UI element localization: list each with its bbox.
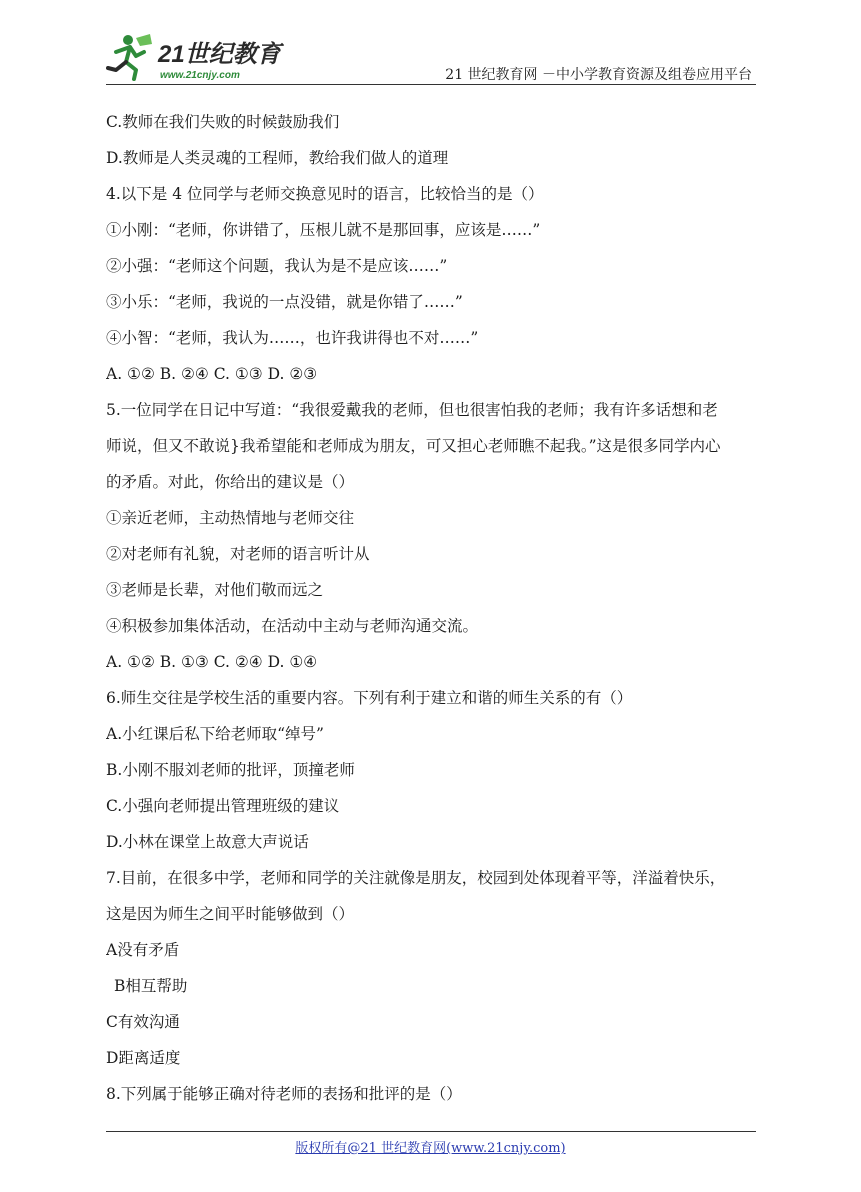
text-line: A没有矛盾 [106, 941, 180, 959]
text-line: D.小林在课堂上故意大声说话 [106, 833, 309, 851]
text-line: 师说，但又不敢说}我希望能和老师成为朋友，可又担心老师瞧不起我。”这是很多同学内心 [106, 437, 721, 455]
document-body [106, 104, 756, 1112]
answer-options: A. ①② B. ①③ C. ②④ D. ①④ [106, 653, 318, 671]
copyright-link[interactable]: 版权所有@21 世纪教育网(www.21cnjy.com) [295, 1141, 566, 1156]
text-line: ④积极参加集体活动，在活动中主动与老师沟通交流。 [106, 617, 479, 635]
text-line: ③小乐：“老师，我说的一点没错，就是你错了……” [106, 293, 463, 311]
site-logo [106, 32, 286, 82]
answer-options: A. ①② B. ②④ C. ①③ D. ②③ [106, 365, 318, 383]
header-divider [106, 84, 756, 85]
text-line: 的矛盾。对此，你给出的建议是（） [106, 473, 355, 491]
runner-icon [108, 34, 152, 79]
text-line: ②对老师有礼貌，对老师的语言听计从 [106, 545, 370, 563]
question-4-stem: 4.以下是 4 位同学与老师交换意见时的语言，比较恰当的是（） [106, 185, 544, 203]
question-7-stem: 7.目前，在很多中学，老师和同学的关注就像是朋友，校园到处体现着平等，洋溢着快乐， [106, 869, 726, 887]
text-line: A.小红课后私下给老师取“绰号” [106, 725, 324, 743]
question-5-stem: 5.一位同学在日记中写道：“我很爱戴我的老师，但也很害怕我的老师；我有许多话想和老 [106, 401, 718, 419]
text-line: D.教师是人类灵魂的工程师，教给我们做人的道理 [106, 149, 449, 167]
logo-url: www.21cnjy.com [160, 70, 240, 81]
page-footer [0, 1137, 861, 1156]
text-line: ①小刚：“老师，你讲错了，压根儿就不是那回事，应该是……” [106, 221, 541, 239]
header-tagline: 21 世纪教育网 －中小学教育资源及组卷应用平台 [445, 67, 752, 83]
logo-brand: 21世纪教育 [158, 41, 281, 68]
footer-divider [106, 1131, 756, 1132]
text-line: C.小强向老师提出管理班级的建议 [106, 797, 340, 815]
question-6-stem: 6.师生交往是学校生活的重要内容。下列有利于建立和谐的师生关系的有（） [106, 689, 633, 707]
page-header [106, 28, 756, 84]
text-line: B.小刚不服刘老师的批评，顶撞老师 [106, 761, 355, 779]
text-line: C.教师在我们失败的时候鼓励我们 [106, 113, 340, 131]
text-line: ①亲近老师，主动热情地与老师交往 [106, 509, 355, 527]
question-8-stem: 8.下列属于能够正确对待老师的表扬和批评的是（） [106, 1085, 462, 1103]
text-line: ③老师是长辈，对他们敬而远之 [106, 581, 324, 599]
text-line: ②小强：“老师这个问题，我认为是不是应该……” [106, 257, 448, 275]
text-line: B相互帮助 [114, 977, 188, 995]
text-line: D距离适度 [106, 1049, 181, 1067]
text-line: C有效沟通 [106, 1013, 180, 1031]
text-line: 这是因为师生之间平时能够做到（） [106, 905, 355, 923]
text-line: ④小智：“老师，我认为……，也许我讲得也不对……” [106, 329, 479, 347]
